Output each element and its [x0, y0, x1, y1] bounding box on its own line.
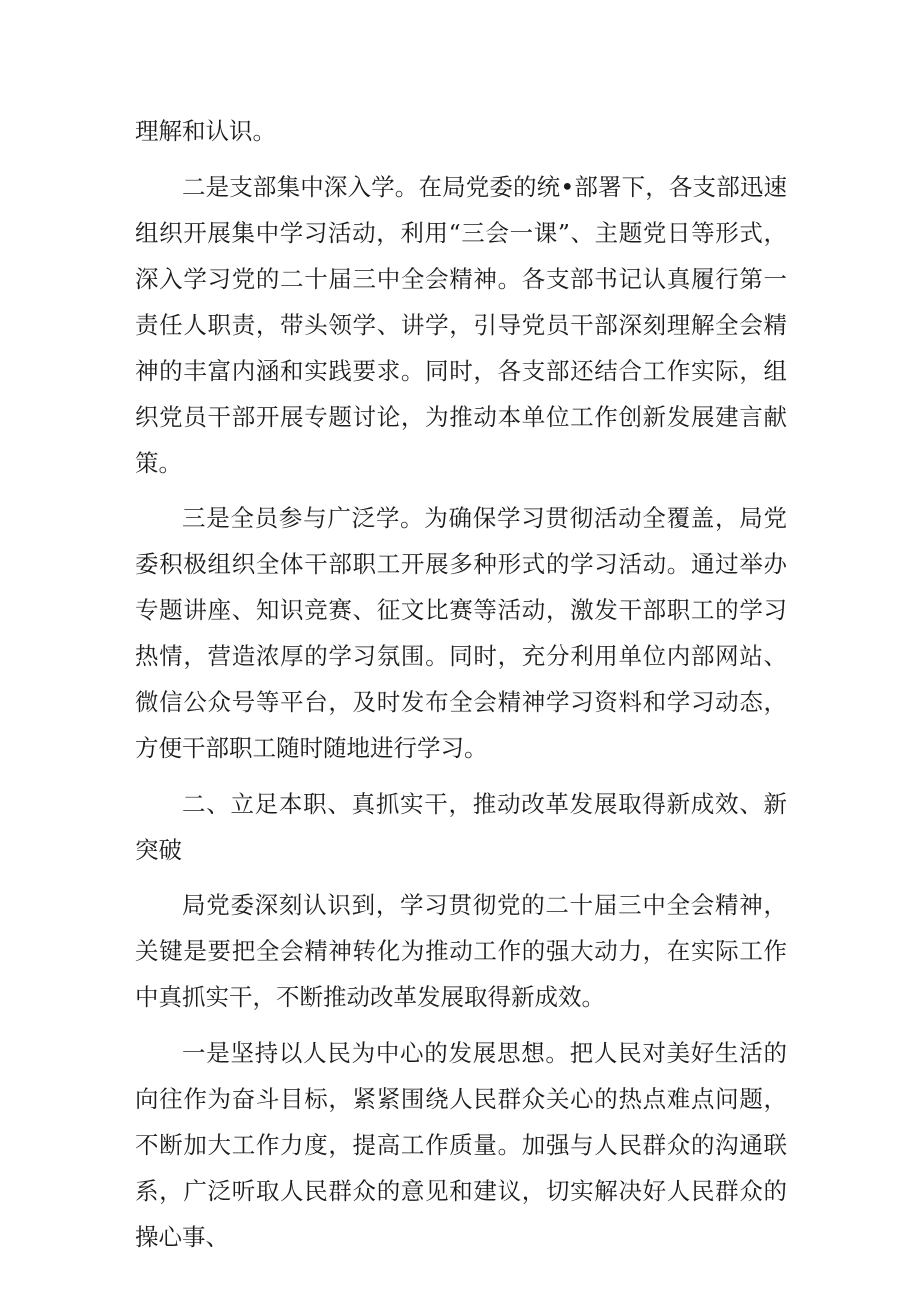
paragraph-people-centered: 一是坚持以人民为中心的发展思想。把人民对美好生活的向往作为奋斗目标，紧紧围绕人民群众关心的热点难点问题，不断加大工作力度，提高工作质量。加强与人民群众的沟通联系，广泛听取人民群众的意见和建议，切实解决好人民群众的操心事、	[135, 1038, 787, 1251]
paragraph-all-staff-study: 三是全员参与广泛学。为确保学习贯彻活动全覆盖，局党委积极组织全体干部职工开展多种形式的学习活动。通过举办专题讲座、知识竞赛、征文比赛等活动，激发干部职工的学习热情，营造浓厚的学习氛围。同时，充分利用单位内部网站、微信公众号等平台，及时发布全会精神学习资料和学习动态，方便干部职工随时随地进行学习。	[135, 504, 787, 763]
paragraph-party-committee: 局党委深刻认识到，学习贯彻党的二十届三中全会精神，关键是要把全会精神转化为推动工作的强大动力，在实际工作中真抓实干，不断推动改革发展取得新成效。	[135, 891, 787, 1012]
paragraph-continuation: 理解和认识。	[135, 117, 276, 145]
document-body	[135, 108, 787, 1270]
paragraph-branch-study: 二是支部集中深入学。在局党委的统•部署下，各支部迅速组织开展集中学习活动，利用“三会一课”、主题党日等形式，深入学习党的二十届三中全会精神。各支部书记认真履行第一责任人职责，带头领学、讲学，引导党员干部深刻理解全会精神的丰富内涵和实践要求。同时，各支部还结合工作实际，组织党员干部开展专题讨论，为推动本单位工作创新发展建言献策。	[135, 172, 787, 477]
section-heading-two: 二、立足本职、真抓实干，推动改革发展取得新成效、新突破	[135, 789, 787, 864]
